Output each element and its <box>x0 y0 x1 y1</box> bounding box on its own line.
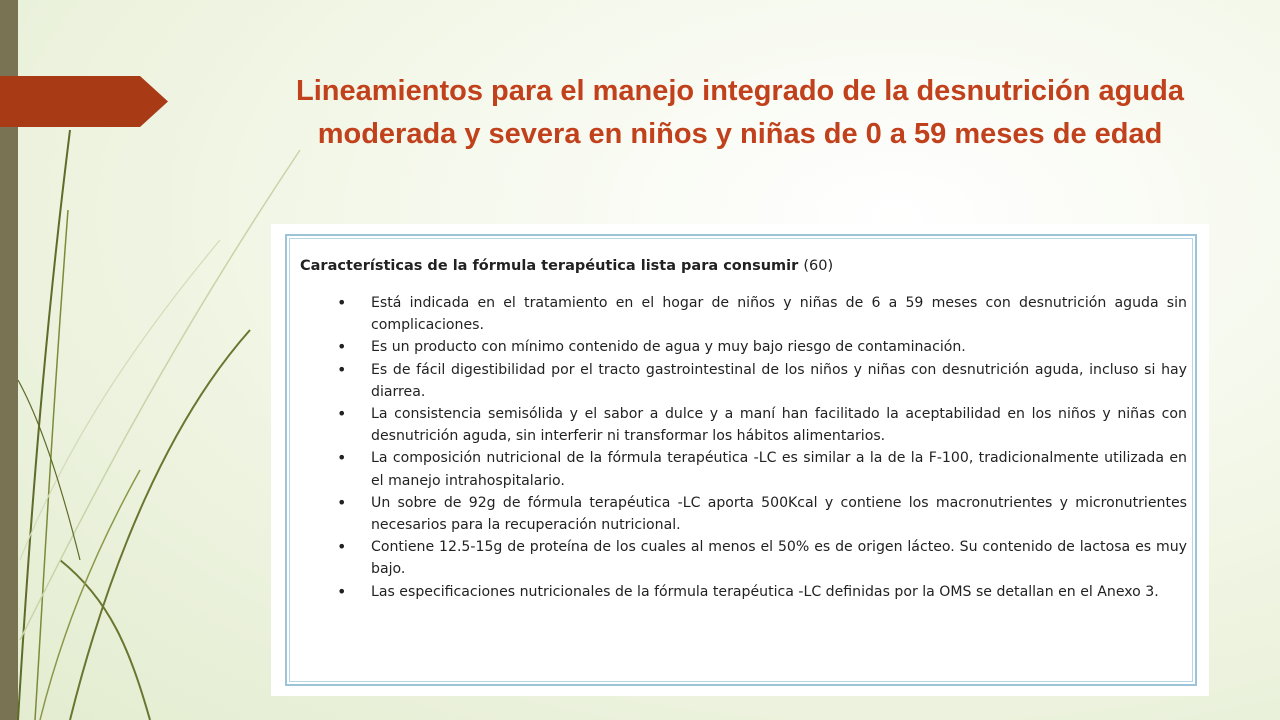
bullet-icon: • <box>337 448 347 468</box>
list-item-text: La composición nutricional de la fórmula terapéutica -LC es similar a la de la F-100, tradicionalmente utilizada en el manejo intrahospitalario. <box>371 450 1187 489</box>
list-item <box>337 492 1187 536</box>
bullet-icon: • <box>337 337 347 357</box>
list-item <box>337 581 1187 603</box>
list-item <box>337 447 1187 491</box>
list-item-text: Las especificaciones nutricionales de la fórmula terapéutica -LC definidas por la OMS se detallan en el Anexo 3. <box>371 583 1159 600</box>
list-item <box>337 403 1187 447</box>
document-heading <box>300 258 833 274</box>
bullet-icon: • <box>337 359 347 379</box>
bullet-icon: • <box>337 293 347 312</box>
list-item <box>337 536 1187 580</box>
list-item-text: Un sobre de 92g de fórmula terapéutica -LC aporta 500Kcal y contiene los macronutrientes y micronutrientes necesarios para la recuperación nutricional. <box>371 494 1187 534</box>
list-item-text: Es de fácil digestibilidad por el tracto gastrointestinal de los niños y niñas con desnutrición aguda, incluso si hay diarrea. <box>371 361 1187 400</box>
document-excerpt <box>271 224 1209 696</box>
bullet-icon: • <box>337 492 347 512</box>
document-heading-text: Características de la fórmula terapéutica lista para consumir <box>300 258 799 274</box>
characteristics-list <box>337 292 1187 603</box>
list-item <box>337 359 1187 403</box>
bullet-icon: • <box>337 537 347 557</box>
document-frame <box>285 234 1197 686</box>
list-item-text: Está indicada en el tratamiento en el hogar de niños y niñas de 6 a 59 meses con desnutrición aguda sin complicaciones. <box>371 295 1187 334</box>
list-item-text: Es un producto con mínimo contenido de agua y muy bajo riesgo de contaminación. <box>371 339 966 356</box>
list-item-text: La consistencia semisólida y el sabor a dulce y a maní han facilitado la aceptabilidad en los niños y niñas con desnutrición aguda, sin interferir ni transformar los hábitos alimentarios. <box>371 406 1187 445</box>
list-item-text: Contiene 12.5-15g de proteína de los cuales al menos el 50% es de origen lácteo. Su contenido de lactosa es muy bajo. <box>371 539 1187 578</box>
bullet-icon: • <box>337 581 347 601</box>
bullet-icon: • <box>337 404 347 424</box>
list-item <box>337 292 1187 336</box>
list-item <box>337 336 1187 358</box>
slide-title: Lineamientos para el manejo integrado de la desnutrición aguda moderada y severa en niños y niñas de 0 a 59 meses de edad <box>296 75 1184 150</box>
document-heading-reference: (60) <box>803 258 834 274</box>
title-arrow-shape <box>0 76 168 127</box>
